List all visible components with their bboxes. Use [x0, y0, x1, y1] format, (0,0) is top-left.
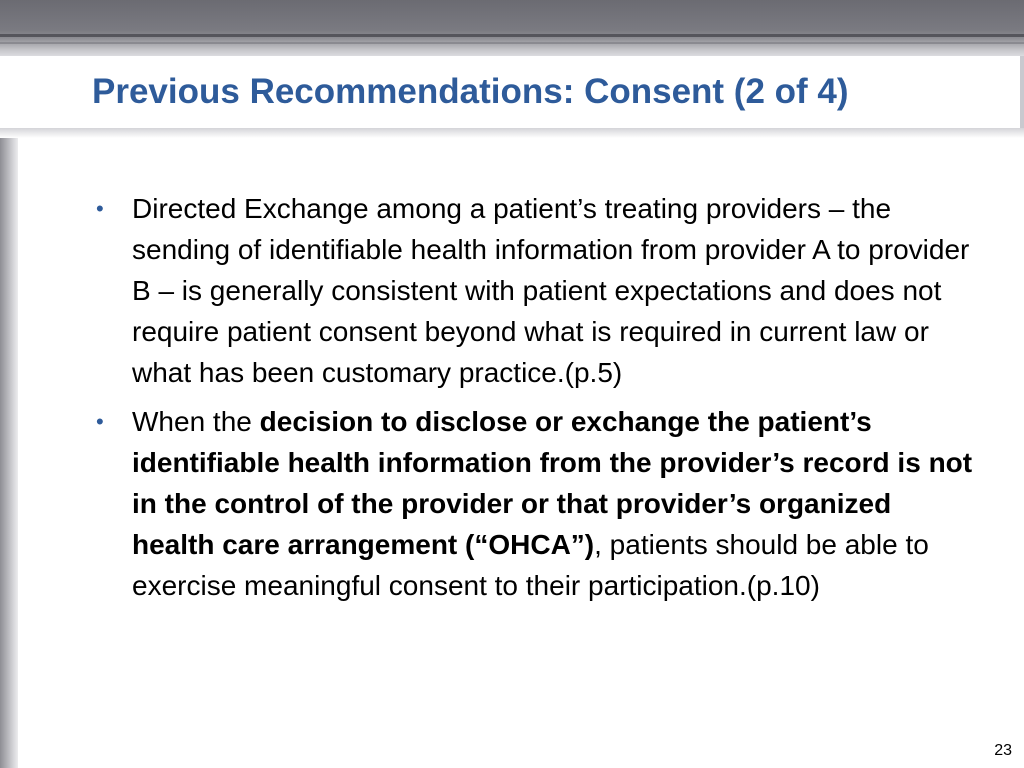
- page-title: Previous Recommendations: Consent (2 of 4): [92, 72, 849, 111]
- bullet-text-prefix: When the: [132, 406, 260, 437]
- bullet-item: [96, 401, 976, 606]
- bullet-text-bold: decision to disclose or exchange the patient’s identifiable health information from the provider’s record is not in the control of the provider or that provider’s organized health care arrangement (“OHCA”): [132, 406, 973, 560]
- bullet-item: [96, 188, 976, 393]
- bullet-text: Directed Exchange among a patient’s treating providers – the sending of identifiable health information from provider A to provider B – is generally consistent with patient expectations and does not require patient consent beyond what is required in current law or what has been customary practice.(p.5): [132, 193, 970, 388]
- header-stripe: [0, 34, 1024, 37]
- slide-content: [96, 188, 976, 614]
- left-side-band: [0, 138, 18, 768]
- header-stripe-thin: [0, 42, 1024, 44]
- bullet-text-suffix: , patients should be able to exercise meaningful consent to their participation.(p.10): [132, 529, 929, 601]
- header-band: [0, 0, 1024, 56]
- bullet-icon: •: [96, 196, 104, 221]
- bullet-icon: •: [96, 409, 104, 434]
- slide-number: 23: [994, 742, 1012, 759]
- title-bar-shadow: [0, 128, 1024, 138]
